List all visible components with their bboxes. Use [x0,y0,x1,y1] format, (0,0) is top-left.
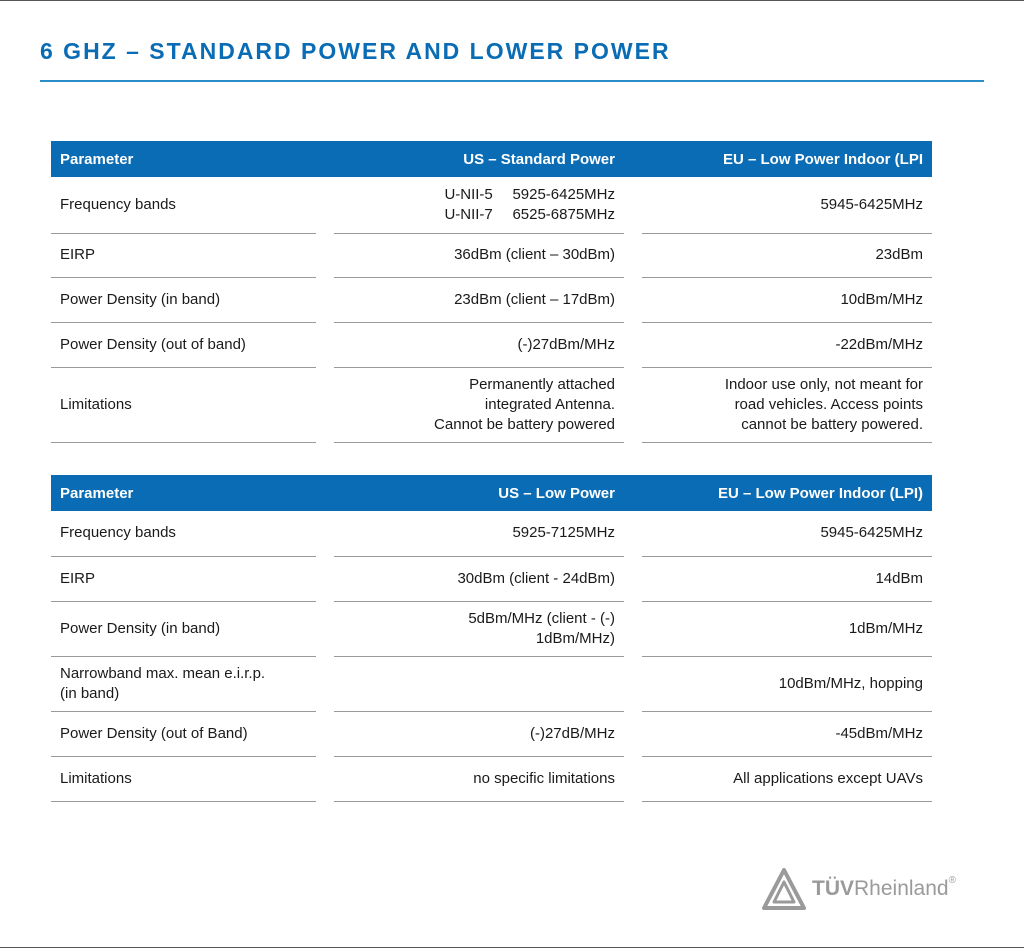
param-label: Power Density (in band) [51,601,316,656]
eu-value: 14dBm [642,556,932,601]
table-row [51,711,932,756]
param-label: Power Density (in band) [51,277,316,322]
us-value: Permanently attached integrated Antenna. Cannot be battery powered [334,367,624,442]
param-label: Frequency bands [51,511,316,556]
table-row [51,277,932,322]
table-row [51,511,932,556]
bottom-border [0,947,1024,948]
page-title: 6 GHZ – STANDARD POWER AND LOWER POWER [40,38,671,64]
table-row [51,233,932,277]
eu-value: 5945-6425MHz [642,177,932,233]
us-value: no specific limitations [334,756,624,801]
us-value [334,656,624,711]
table-row [51,322,932,367]
logo-wordmark: TÜVRheinland® [812,875,956,900]
table-row [51,177,932,233]
table-row [51,367,932,442]
triangle-logo-icon [762,868,806,910]
header-parameter: Parameter [51,141,316,177]
param-label: Power Density (out of Band) [51,711,316,756]
title-divider [40,80,984,82]
us-value: 36dBm (client – 30dBm) [334,233,624,277]
param-label: Frequency bands [51,177,316,233]
header-us-low-power: US – Low Power [334,475,624,511]
tuv-rheinland-logo [762,868,956,910]
header-parameter: Parameter [51,475,316,511]
standard-power-table [51,141,932,443]
us-value: 30dBm (client - 24dBm) [334,556,624,601]
top-border [0,0,1024,1]
us-value: (-)27dBm/MHz [334,322,624,367]
table-row [51,601,932,656]
param-label: Narrowband max. mean e.i.r.p. (in band) [51,656,316,711]
param-label: Power Density (out of band) [51,322,316,367]
table-header-row [51,141,932,177]
us-value: 5925-7125MHz [334,511,624,556]
param-label: EIRP [51,556,316,601]
eu-value: 1dBm/MHz [642,601,932,656]
eu-value: Indoor use only, not meant for road vehicles. Access points cannot be battery powered. [642,367,932,442]
us-value: (-)27dB/MHz [334,711,624,756]
frequency-line: U-NII-5 5925-6425MHz [444,185,615,203]
param-label: Limitations [51,367,316,442]
us-value: 23dBm (client – 17dBm) [334,277,624,322]
eu-value: 10dBm/MHz, hopping [642,656,932,711]
low-power-table [51,475,932,802]
table-header-row [51,475,932,511]
header-us-standard-power: US – Standard Power [334,141,624,177]
table-row [51,556,932,601]
header-eu-lpi: EU – Low Power Indoor (LPI) [642,475,932,511]
eu-value: 5945-6425MHz [642,511,932,556]
us-value [334,177,624,233]
eu-value: 23dBm [642,233,932,277]
eu-value: -22dBm/MHz [642,322,932,367]
param-label: EIRP [51,233,316,277]
frequency-line: U-NII-7 6525-6875MHz [444,205,615,223]
header-eu-lpi: EU – Low Power Indoor (LPI [642,141,932,177]
param-label: Limitations [51,756,316,801]
table-row [51,756,932,801]
eu-value: All applications except UAVs [642,756,932,801]
eu-value: 10dBm/MHz [642,277,932,322]
table-row [51,656,932,711]
eu-value: -45dBm/MHz [642,711,932,756]
us-value: 5dBm/MHz (client - (-) 1dBm/MHz) [334,601,624,656]
